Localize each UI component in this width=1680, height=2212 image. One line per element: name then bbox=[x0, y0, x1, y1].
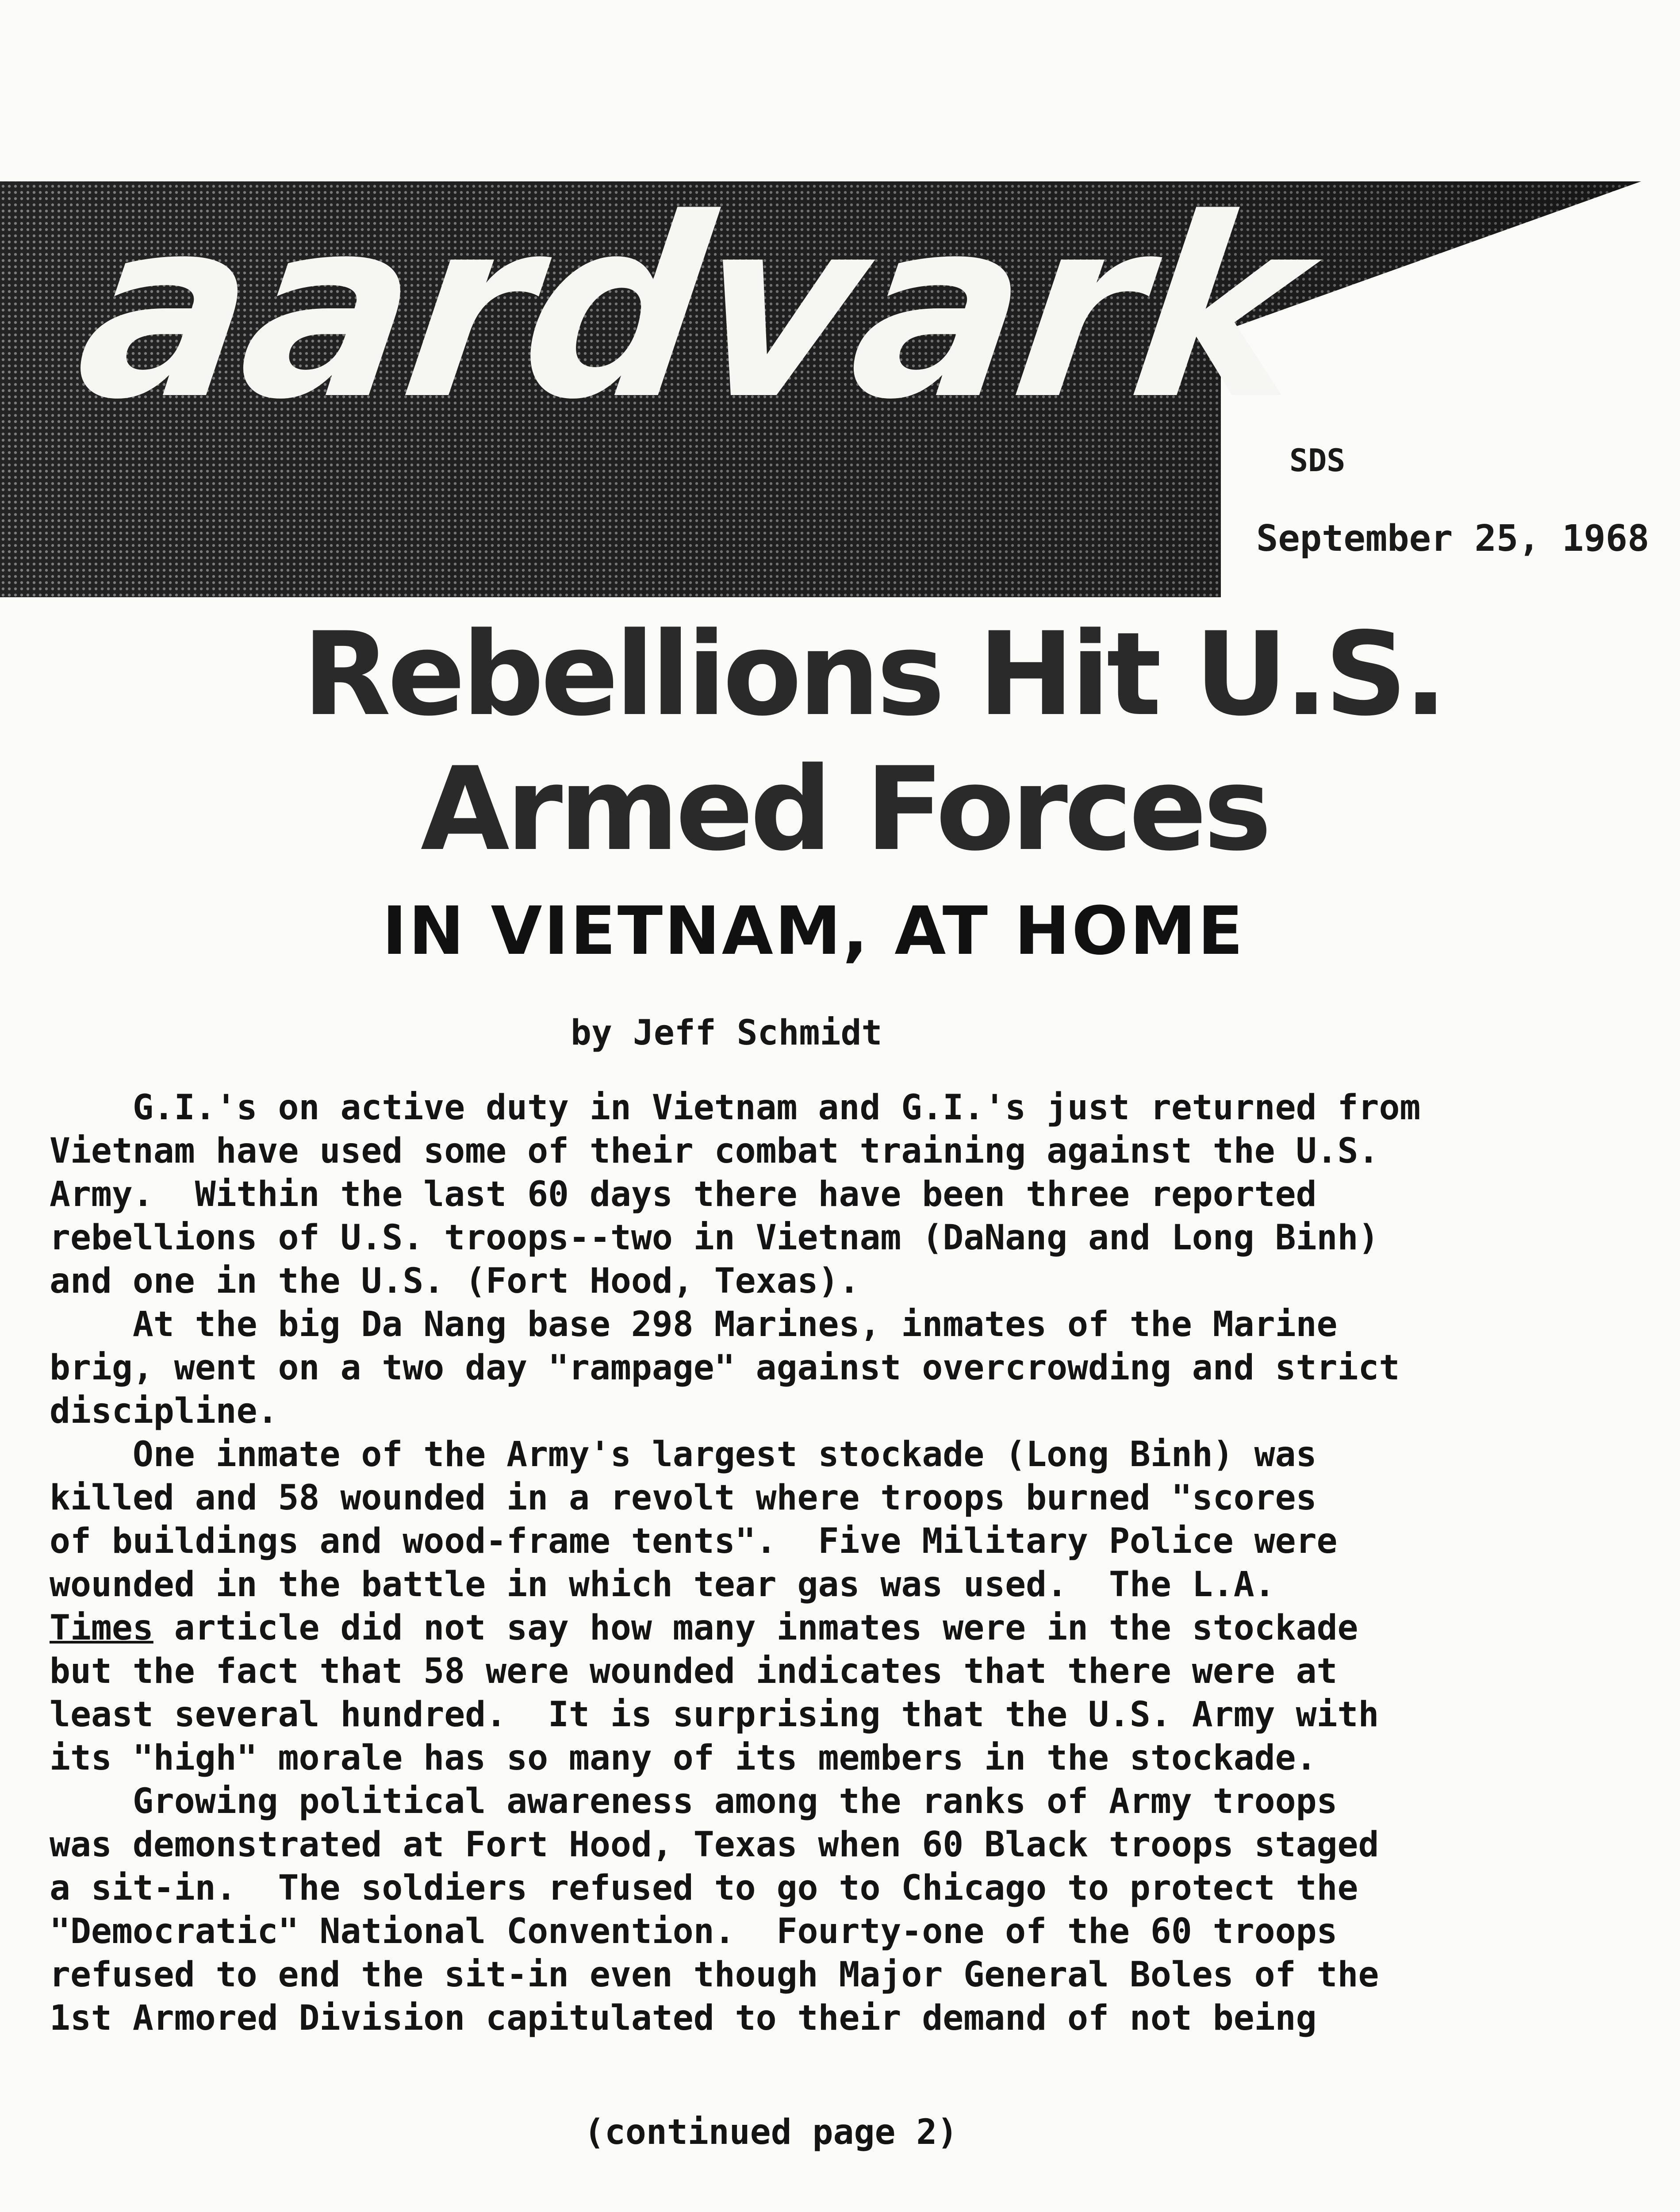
issue-date: September 25, 1968 bbox=[1256, 518, 1649, 560]
body-line: least several hundred. It is surprising that the U.S. Army with bbox=[50, 1695, 1379, 1735]
body-line: but the fact that 58 were wounded indicates that there were at bbox=[50, 1651, 1338, 1691]
body-line: of buildings and wood-frame tents". Five Military Police were bbox=[50, 1521, 1338, 1561]
body-line: rebellions of U.S. troops--two in Vietnam (DaNang and Long Binh) bbox=[50, 1218, 1379, 1258]
body-line: killed and 58 wounded in a revolt where troops burned "scores bbox=[50, 1478, 1317, 1518]
article-body bbox=[50, 1086, 1642, 2040]
body-line: Vietnam have used some of their combat training against the U.S. bbox=[50, 1131, 1379, 1171]
continued-note: (continued page 2) bbox=[584, 2112, 958, 2152]
body-line: wounded in the battle in which tear gas was used. The L.A. bbox=[50, 1565, 1275, 1605]
publication-name-times: Times bbox=[50, 1608, 153, 1648]
byline: by Jeff Schmidt bbox=[571, 1013, 882, 1053]
headline-line-1: Rebellions Hit U.S. bbox=[302, 608, 1444, 741]
body-line: brig, went on a two day "rampage" against overcrowding and strict bbox=[50, 1348, 1400, 1388]
body-line: and one in the U.S. (Fort Hood, Texas). bbox=[50, 1261, 860, 1301]
body-line: discipline. bbox=[50, 1391, 278, 1431]
body-line: Army. Within the last 60 days there have been three reported bbox=[50, 1175, 1317, 1214]
body-line: its "high" morale has so many of its members in the stockade. bbox=[50, 1738, 1317, 1778]
body-line bbox=[50, 1606, 1642, 1650]
body-line: a sit-in. The soldiers refused to go to Chicago to protect the bbox=[50, 1868, 1358, 1908]
body-line: G.I.'s on active duty in Vietnam and G.I.'s just returned from bbox=[50, 1088, 1421, 1128]
subheadline: IN VIETNAM, AT HOME bbox=[382, 893, 1245, 970]
body-line: refused to end the sit-in even though Major General Boles of the bbox=[50, 1955, 1379, 1995]
masthead-org: SDS bbox=[1289, 442, 1346, 479]
body-line-rest: article did not say how many inmates were in the stockade bbox=[153, 1608, 1358, 1648]
body-line: 1st Armored Division capitulated to their demand of not being bbox=[50, 1998, 1317, 2038]
body-line: One inmate of the Army's largest stockade (Long Binh) was bbox=[50, 1435, 1317, 1475]
body-line: Growing political awareness among the ranks of Army troops bbox=[50, 1782, 1338, 1821]
body-line: was demonstrated at Fort Hood, Texas when 60 Black troops staged bbox=[50, 1825, 1379, 1865]
body-line: "Democratic" National Convention. Fourty-one of the 60 troops bbox=[50, 1912, 1338, 1951]
body-line: At the big Da Nang base 298 Marines, inmates of the Marine bbox=[50, 1305, 1338, 1344]
headline-line-2: Armed Forces bbox=[420, 743, 1269, 876]
masthead-title: aardvark bbox=[64, 165, 1319, 454]
